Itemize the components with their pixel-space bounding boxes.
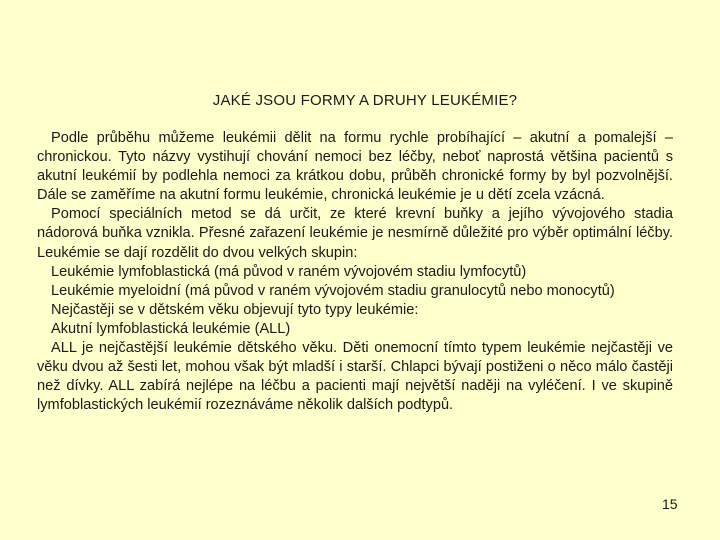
group-myeloid: Leukémie myeloidní (má původ v raném vývojovém stadiu granulocytů nebo monocytů) [51,282,615,299]
all-heading: Akutní lymfoblastická leukémie (ALL) [51,320,291,337]
paragraph-classification: Pomocí speciálních metod se dá určit, ze které krevní buňky a jejího vývojového stadia nádorová buňka vznikla. Přesné zařazení leukémie je nesmírně důležité pro výběr optimální léčby. Leukémie se dají rozdělit do dvou velkých skupin: [37,206,673,261]
group-lymphoblastic: Leukémie lymfoblastická (má původ v raném vývojovém stadiu lymfocytů) [51,263,527,280]
paragraph-forms: Podle průběhu můžeme leukémii dělit na formu rychle probíhající – akutní a pomalejší – chronickou. Tyto názvy vystihují chování nemoci bez léčby, neboť naprostá většina pacientů s akutní leukémií by podlehla nemoci za krátkou dobu, průběh chronické formy by byl pozvolnější. Dále se zaměříme na akutní formu leukémie, chronická leukémie je u dětí zcela vzácná. [37,130,673,204]
paragraph-all: ALL je nejčastější leukémie dětského věku. Děti onemocní tímto typem leukémie nejčastěji ve věku dvou až šesti let, mohou však být mladší i starší. Chlapci bývají postiženi o něco málo častěji než dívky. ALL zabírá nejlépe na léčbu a pacienti mají největší naději na vyléčení. I ve skupině lymfoblastických leukémií rozeznáváme několik dalších podtypů. [37,340,673,414]
page-number: 15 [662,496,678,512]
slide-title: JAKÉ JSOU FORMY A DRUHY LEUKÉMIE? [212,92,518,109]
slide-content [37,129,673,415]
childhood-types-intro: Nejčastěji se v dětském věku objevují tyto typy leukémie: [51,301,419,318]
